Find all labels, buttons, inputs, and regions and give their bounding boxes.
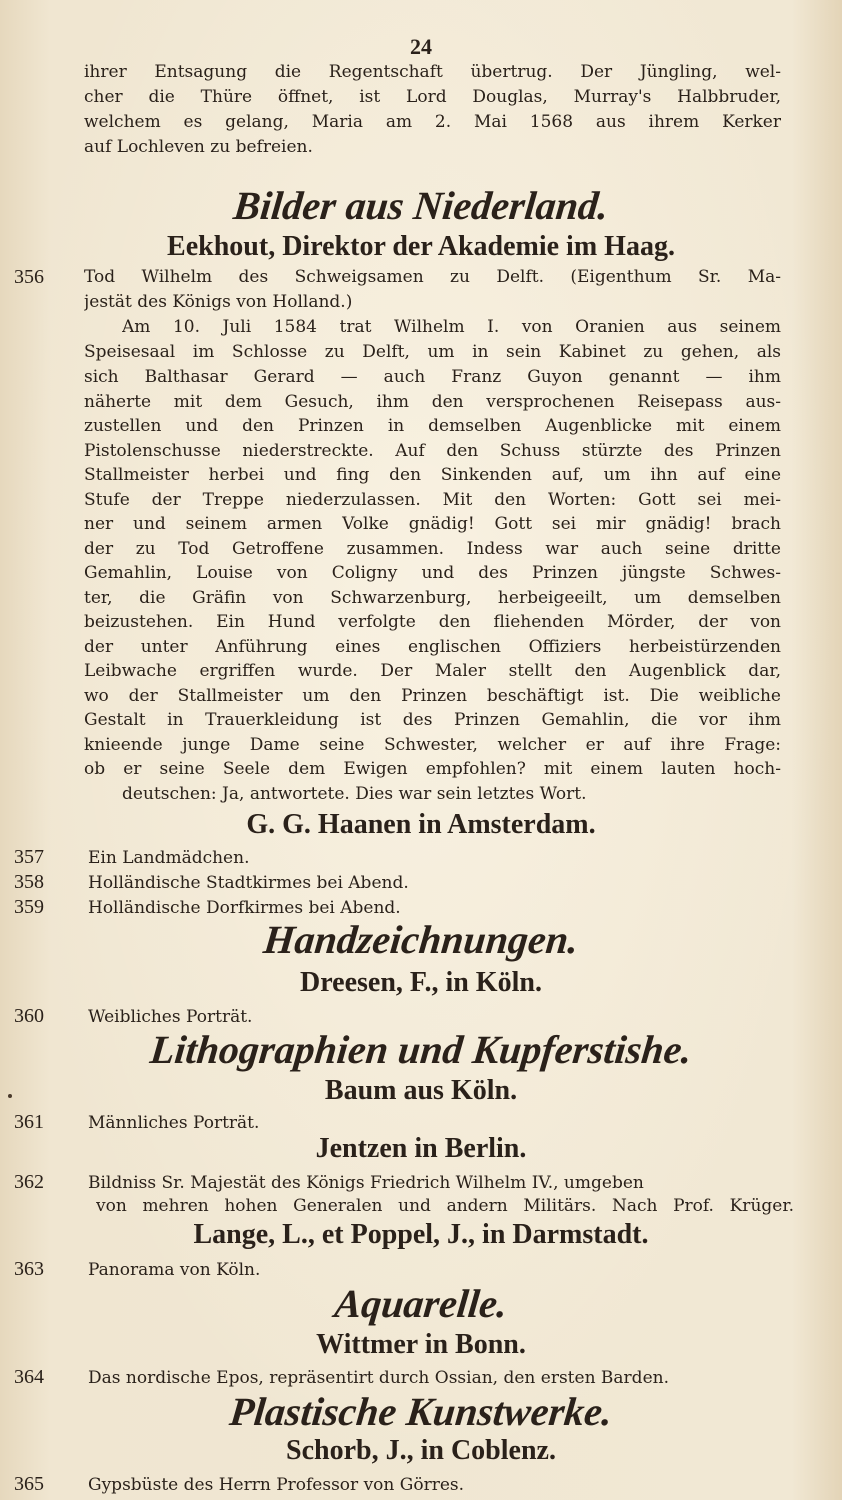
entry-356-line: beizustehen. Ein Hund verfolgte den fliehenden Mörder, der von (84, 612, 781, 632)
entry-number: 364 (14, 1366, 44, 1388)
entry-title: Das nordische Epos, repräsentirt durch Ossian, den ersten Barden. (88, 1368, 669, 1388)
catalog-entry-358 (14, 870, 804, 894)
section-heading-plastische: Plastische Kunstwerke. (227, 1389, 615, 1434)
entry-title: Gypsbüste des Herrn Professor von Görres. (88, 1475, 465, 1495)
entry-356-line: Stufe der Treppe niederzulassen. Mit den Worten: Gott sei mei- (84, 490, 781, 510)
entry-356-line: der zu Tod Getroffene zusammen. Indess war auch seine dritte (84, 539, 781, 559)
entry-title: Bildniss Sr. Majestät des Königs Friedrich Wilhelm IV., umgeben (88, 1173, 644, 1193)
artist-heading-lange: Lange, L., et Poppel, J., in Darmstadt. (193, 1219, 649, 1250)
entry-356-line: jestät des Königs von Holland.) (84, 292, 353, 312)
artist-heading-jentzen: Jentzen in Berlin. (315, 1133, 527, 1164)
entry-number: 365 (14, 1473, 44, 1495)
catalog-entry-365 (14, 1472, 804, 1496)
entry-number: 358 (14, 871, 44, 893)
entry-356-line: Gemahlin, Louise von Coligny und des Prinzen jüngste Schwes- (84, 563, 781, 583)
artist-heading-eekhout: Eekhout, Direktor der Akademie im Haag. (167, 231, 675, 262)
entry-356-line: ner und seinem armen Volke gnädig! Gott sei mir gnädig! brach (84, 514, 781, 534)
catalog-entry-360 (14, 1004, 804, 1028)
catalog-entry-357 (14, 845, 804, 869)
entry-title: Holländische Dorfkirmes bei Abend. (88, 898, 401, 918)
entry-title: Ein Landmädchen. (88, 848, 250, 868)
entry-number: 362 (14, 1171, 44, 1193)
entry-356-line: ter, die Gräfin von Schwarzenburg, herbeigeeilt, um demselben (84, 588, 781, 608)
entry-number: 360 (14, 1005, 44, 1027)
intro-line: welchem es gelang, Maria am 2. Mai 1568 aus ihrem Kerker (84, 112, 781, 132)
entry-356-line: näherte mit dem Gesuch, ihm den versprochenen Reisepass aus- (84, 392, 781, 412)
entry-number-356: 356 (14, 266, 44, 288)
catalog-entry-364 (14, 1365, 804, 1389)
entry-356-line: Gestalt in Trauerkleidung ist des Prinzen Gemahlin, die vor ihm (84, 710, 781, 730)
page-number: 24 (410, 34, 432, 59)
entry-title: Holländische Stadtkirmes bei Abend. (88, 873, 409, 893)
intro-line: auf Lochleven zu befreien. (84, 137, 313, 157)
entry-356-line: ob er seine Seele dem Ewigen empfohlen? mit einem lauten hoch- (84, 759, 781, 779)
catalog-entry-362 (14, 1170, 804, 1194)
catalog-entry-361 (14, 1110, 804, 1134)
section-heading-niederland: Bilder aus Niederland. (231, 183, 611, 228)
entry-title: Panorama von Köln. (88, 1260, 261, 1280)
entry-number: 359 (14, 896, 44, 918)
entry-356-line: sich Balthasar Gerard — auch Franz Guyon genannt — ihm (84, 367, 781, 387)
entry-356-line: knieende junge Dame seine Schwester, welcher er auf ihre Frage: (84, 735, 781, 755)
artist-heading-wittmer: Wittmer in Bonn. (316, 1329, 526, 1360)
entry-number: 357 (14, 846, 44, 868)
entry-356-line: Speisesaal im Schlosse zu Delft, um in sein Kabinet zu gehen, als (84, 342, 781, 362)
entry-362-continuation: von mehren hohen Generalen und andern Militärs. Nach Prof. Krüger. (96, 1196, 794, 1216)
artist-heading-baum: Baum aus Köln. (324, 1075, 518, 1106)
catalog-entry-363 (14, 1257, 804, 1281)
section-heading-aquarelle: Aquarelle. (332, 1281, 510, 1326)
intro-line: ihrer Entsagung die Regentschaft übertrug. Der Jüngling, wel- (84, 62, 781, 82)
entry-356-line: wo der Stallmeister um den Prinzen beschäftigt ist. Die weibliche (84, 686, 781, 706)
artist-heading-haanen: G. G. Haanen in Amsterdam. (246, 809, 596, 840)
artist-heading-dreesen: Dreesen, F., in Köln. (300, 967, 542, 998)
entry-356-line: Pistolenschusse niederstreckte. Auf den Schuss stürzte des Prinzen (84, 441, 781, 461)
section-heading-lithographien: Lithographien und Kupferstishe. (148, 1027, 695, 1072)
artist-heading-schorb: Schorb, J., in Coblenz. (286, 1435, 556, 1466)
entry-title: Männliches Porträt. (88, 1113, 260, 1133)
intro-line: cher die Thüre öffnet, ist Lord Douglas, Murray's Halbbruder, (84, 87, 781, 107)
entry-356-line: Stallmeister herbei und fing den Sinkenden auf, um ihn auf eine (84, 465, 781, 485)
section-heading-handzeichnungen: Handzeichnungen. (261, 917, 581, 962)
entry-356-line: der unter Anführung eines englischen Offiziers herbeistürzenden (84, 637, 781, 657)
entry-356-line: zustellen und den Prinzen in demselben Augenblicke mit einem (84, 416, 781, 436)
entry-356-line: Am 10. Juli 1584 trat Wilhelm I. von Oranien aus seinem (122, 317, 781, 337)
entry-356-line: deutschen: Ja, antwortete. Dies war sein letztes Wort. (122, 784, 587, 804)
entry-title: Weibliches Porträt. (88, 1007, 253, 1027)
entry-356-line: Leibwache ergriffen wurde. Der Maler stellt den Augenblick dar, (84, 661, 781, 681)
entry-number: 361 (14, 1111, 44, 1133)
entry-number: 363 (14, 1258, 44, 1280)
entry-356-line: Tod Wilhelm des Schweigsamen zu Delft. (Eigenthum Sr. Ma- (84, 267, 781, 287)
